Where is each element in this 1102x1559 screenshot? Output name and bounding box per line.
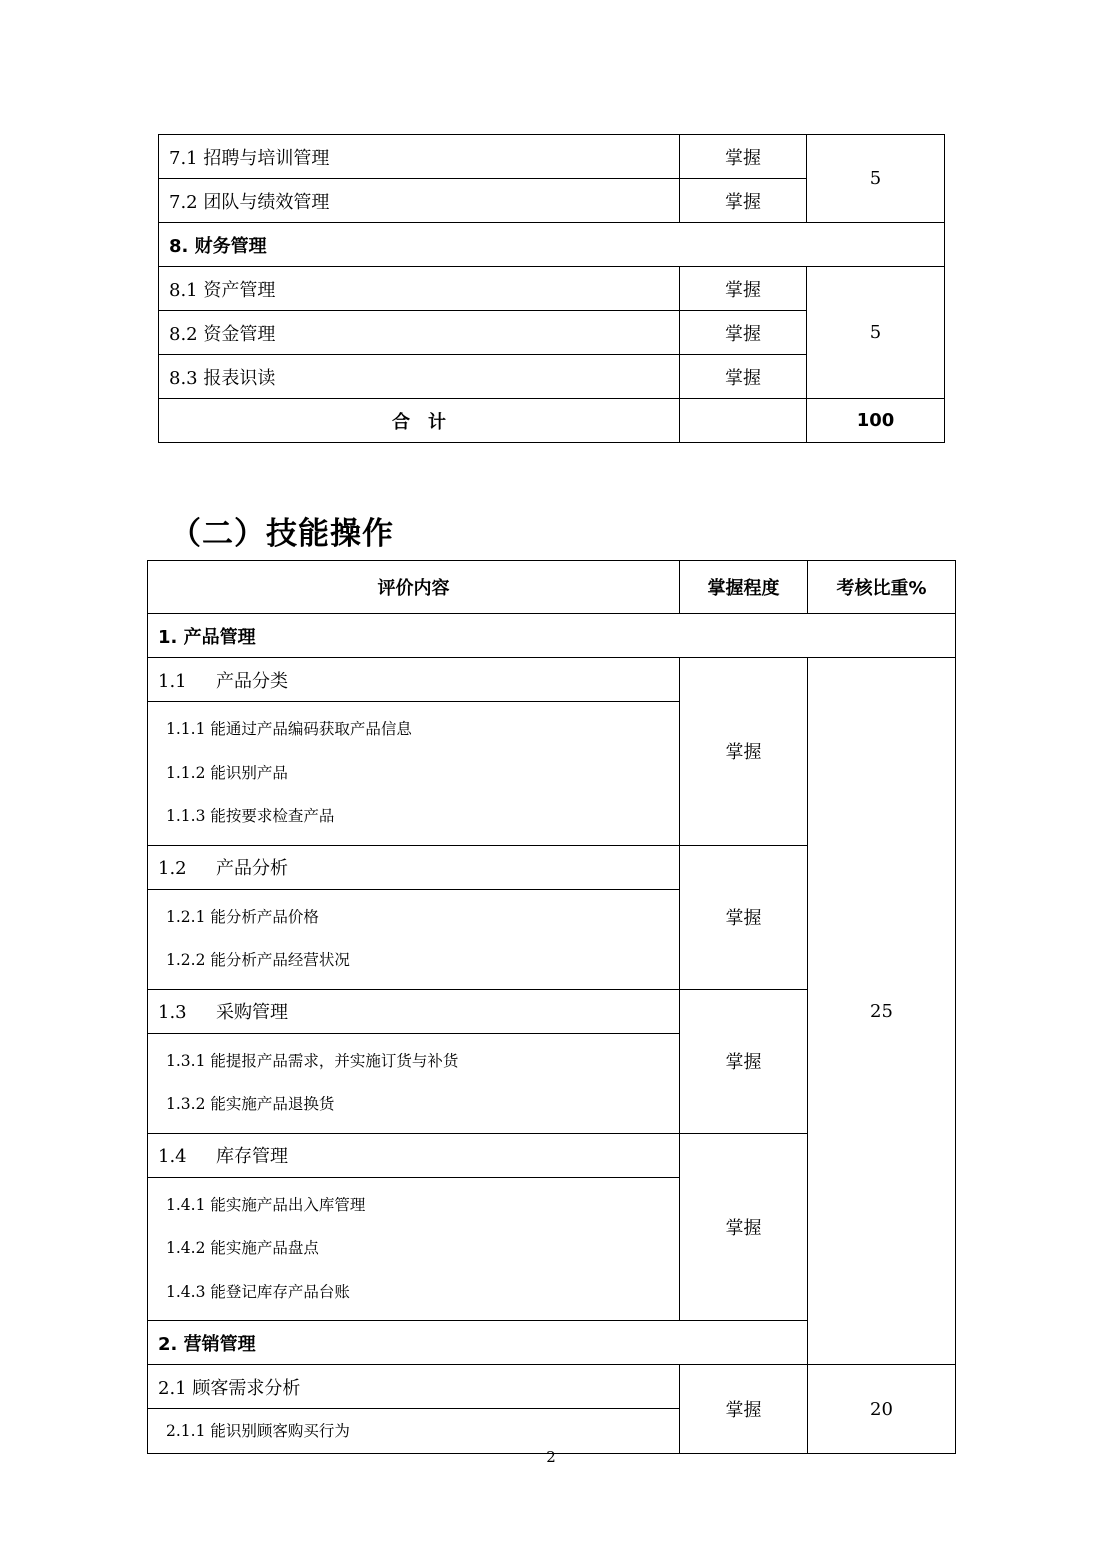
skills-table (147, 560, 956, 1454)
mastery-level: 掌握 (680, 989, 808, 1133)
mastery-level: 掌握 (680, 311, 807, 355)
weight-value: 5 (807, 267, 945, 399)
header-weight: 考核比重% (808, 561, 956, 614)
subsection-title: 1.4 库存管理 (148, 1133, 680, 1177)
list-item: 1.3.1 能提报产品需求，并实施订货与补货 (166, 1051, 459, 1070)
header-content: 评价内容 (148, 561, 680, 614)
item-list (148, 1177, 680, 1321)
item-list (148, 1033, 680, 1133)
mastery-level: 掌握 (680, 658, 808, 846)
list-item: 1.4.1 能实施产品出入库管理 (166, 1195, 366, 1214)
subsection-title: 1.2 产品分析 (148, 845, 680, 889)
list-item: 1.4.2 能实施产品盘点 (166, 1239, 319, 1257)
list-item: 1.2.1 能分析产品价格 (166, 907, 319, 926)
mastery-level: 掌握 (680, 845, 808, 989)
weight-value: 25 (808, 658, 956, 1365)
weight-value: 5 (807, 135, 945, 223)
section-title: 1. 产品管理 (148, 614, 956, 658)
subsection-title: 1.1 产品分类 (148, 658, 680, 702)
mastery-level: 掌握 (680, 267, 807, 311)
table-row: 8.3 报表识读 (159, 355, 680, 399)
subsection-title: 1.3 采购管理 (148, 989, 680, 1033)
list-item: 2.1.1 能识别顾客购买行为 (166, 1422, 350, 1440)
list-item: 1.2.2 能分析产品经营状况 (166, 951, 350, 969)
list-item: 1.1.1 能通过产品编码获取产品信息 (166, 720, 412, 738)
table-row: 8.1 资产管理 (159, 267, 680, 311)
weight-value: 20 (808, 1365, 956, 1454)
page-number: 2 (546, 1448, 556, 1466)
total-level (680, 399, 807, 443)
list-item: 1.4.3 能登记库存产品台账 (166, 1282, 350, 1301)
total-label: 合 计 (159, 399, 680, 443)
mastery-level: 掌握 (680, 179, 807, 223)
section-heading: （二）技能操作 (170, 516, 394, 552)
item-list (148, 889, 680, 989)
mastery-level: 掌握 (680, 1365, 808, 1454)
list-item: 1.3.2 能实施产品退换货 (166, 1095, 335, 1113)
header-level: 掌握程度 (680, 561, 808, 614)
total-value: 100 (807, 399, 945, 443)
table-row: 8.2 资金管理 (159, 311, 680, 355)
theory-table-continued (158, 134, 945, 443)
table-row: 7.2 团队与绩效管理 (159, 179, 680, 223)
list-item: 1.1.2 能识别产品 (166, 763, 288, 782)
item-list (148, 702, 680, 846)
subsection-title: 2.1 顾客需求分析 (148, 1365, 680, 1409)
mastery-level: 掌握 (680, 135, 807, 179)
section-title: 8. 财务管理 (159, 223, 945, 267)
mastery-level: 掌握 (680, 1133, 808, 1321)
table-row: 7.1 招聘与培训管理 (159, 135, 680, 179)
list-item: 1.1.3 能按要求检查产品 (166, 807, 335, 825)
item-list (148, 1409, 680, 1454)
mastery-level: 掌握 (680, 355, 807, 399)
section-title: 2. 营销管理 (148, 1321, 956, 1365)
